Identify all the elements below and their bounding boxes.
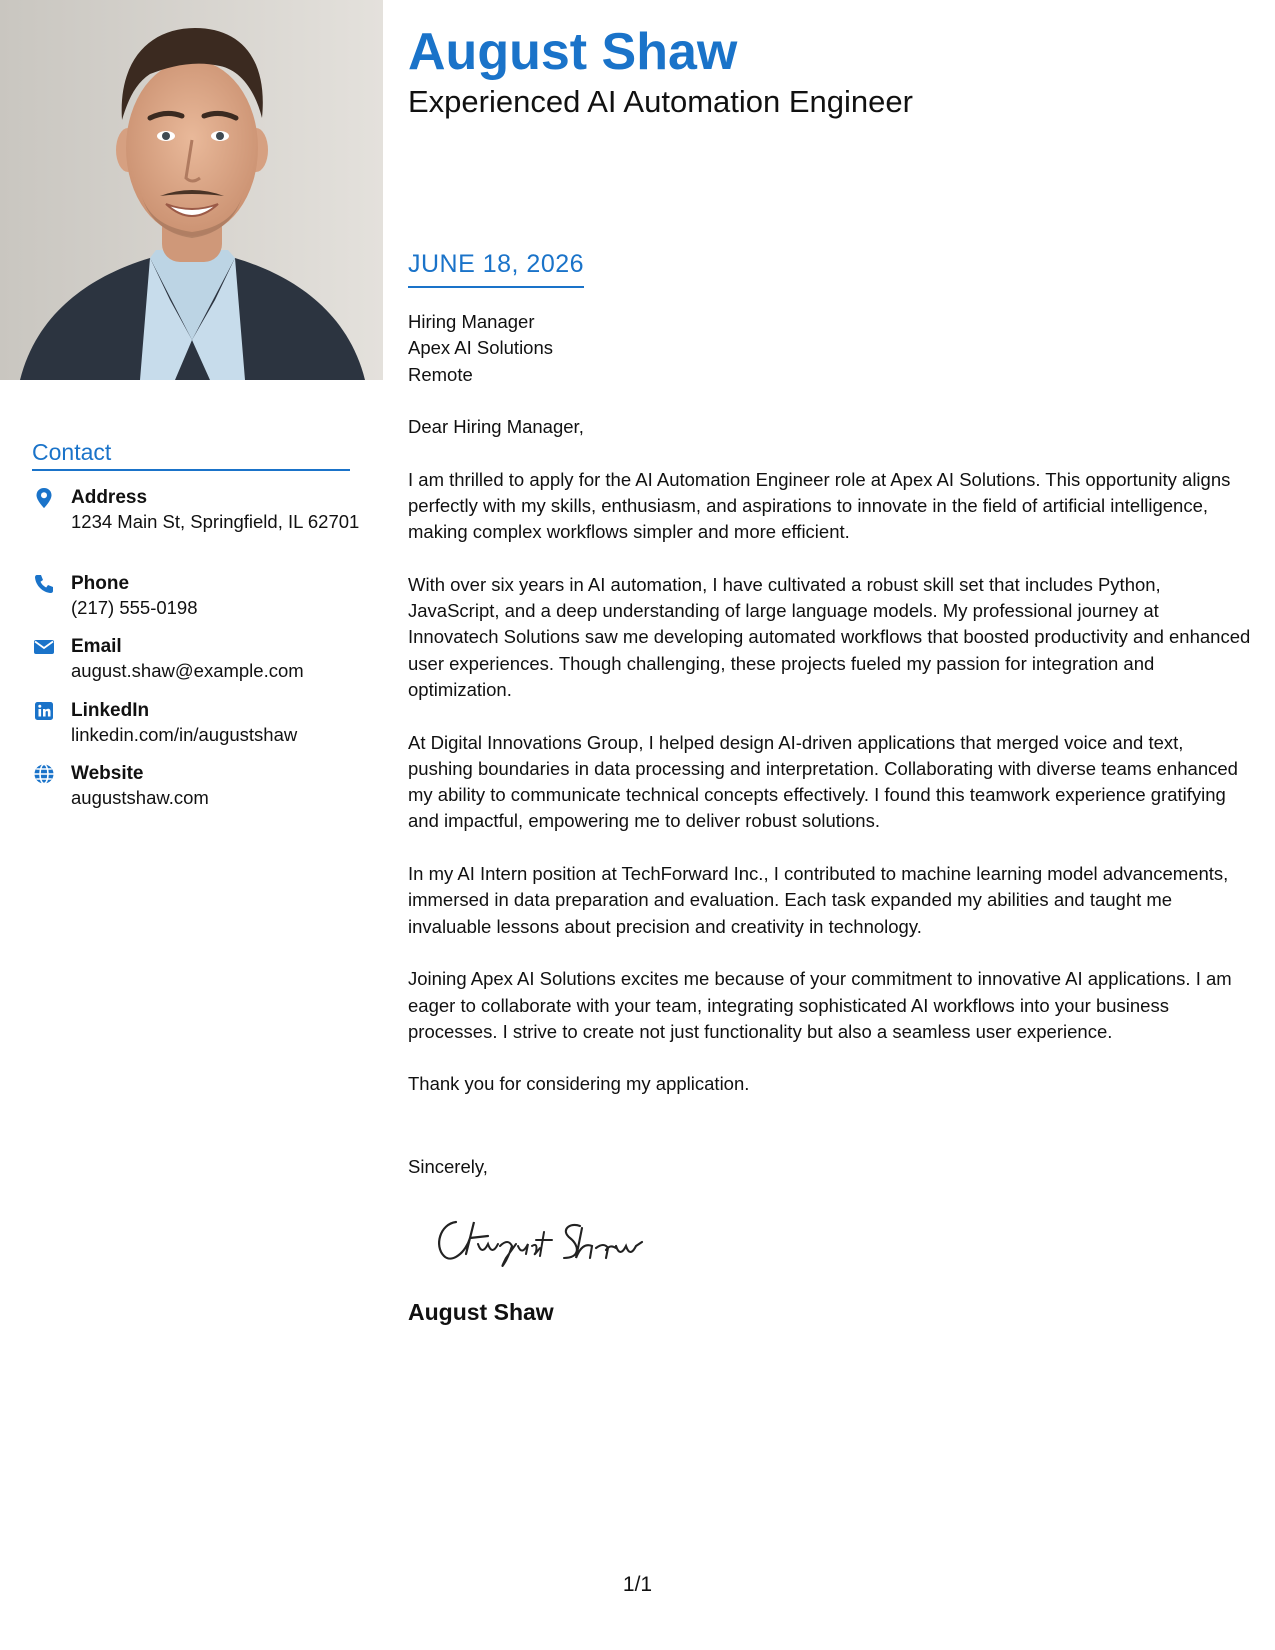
contact-value: (217) 555-0198: [71, 597, 198, 618]
contact-value: augustshaw.com: [71, 787, 209, 808]
contact-label: Address: [71, 487, 148, 508]
contact-heading: Contact: [32, 437, 350, 471]
letter-paragraph: I am thrilled to apply for the AI Automation Engineer role at Apex AI Solutions. This opportunity aligns perfectly with my skills, enthusiasm, and aspirations to innovate in the field of artificial intelligence, making complex workflows simpler and more efficient.: [408, 468, 1231, 543]
letter-paragraph: At Digital Innovations Group, I helped design AI-driven applications that merged voice and text, pushing boundaries in data processing and interpretation. Collaborating with diverse teams enhanced my ability to communicate technical concepts effectively. I found this teamwork experience gratifying and impactful, empowering me to deliver robust solutions.: [408, 731, 1238, 832]
salutation: Dear Hiring Manager,: [408, 416, 584, 437]
page-number: 1/1: [622, 1573, 653, 1596]
letter-paragraph: With over six years in AI automation, I have cultivated a robust skill set that includes Python, JavaScript, and a deep understanding of large language models. My professional journey at Innovatech Solutions saw me developing automated workflows that boosted productivity and enhanced user experiences. Though challenging, these projects fueled my passion for integration and optimization.: [408, 573, 1251, 700]
contact-label: Email: [71, 636, 122, 657]
signer-name: August Shaw: [408, 1299, 554, 1325]
recipient-block: [408, 309, 553, 388]
letter-body: [408, 414, 1253, 1124]
closing: Sincerely,: [408, 1156, 488, 1177]
letter-paragraph: Thank you for considering my application.: [408, 1073, 750, 1095]
letter-paragraph: Joining Apex AI Solutions excites me because of your commitment to innovative AI applications. I am eager to collaborate with your team, integrating sophisticated AI workflows into your business processes. I strive to create not just functionality but also a seamless user experience.: [408, 968, 1232, 1042]
applicant-name: August Shaw: [408, 23, 738, 81]
contact-label: Phone: [71, 573, 130, 594]
map-pin-icon: [32, 486, 56, 510]
profile-photo: [0, 0, 383, 380]
contact-value: 1234 Main St, Springfield, IL 62701: [71, 511, 360, 532]
recipient-line: Hiring Manager: [408, 311, 535, 332]
applicant-title: Experienced AI Automation Engineer: [408, 84, 913, 119]
envelope-icon: [32, 635, 56, 659]
recipient-line: Apex AI Solutions: [408, 337, 554, 359]
linkedin-icon: [32, 699, 56, 723]
signature-image: [430, 1202, 660, 1277]
recipient-line: Remote: [408, 363, 473, 385]
contact-value: august.shaw@example.com: [71, 660, 304, 681]
contact-label: LinkedIn: [71, 700, 150, 721]
phone-icon: [32, 572, 56, 596]
letter-paragraph: In my AI Intern position at TechForward Inc., I contributed to machine learning model advancements, immersed in data preparation and evaluation. Each task expanded my abilities and taught me invaluable lessons about precision and creativity in technology.: [408, 863, 1229, 937]
letter-date: JUNE 18, 2026: [408, 248, 584, 288]
globe-icon: [32, 762, 56, 786]
contact-value: linkedin.com/in/augustshaw: [71, 724, 298, 745]
contact-label: Website: [71, 763, 144, 784]
